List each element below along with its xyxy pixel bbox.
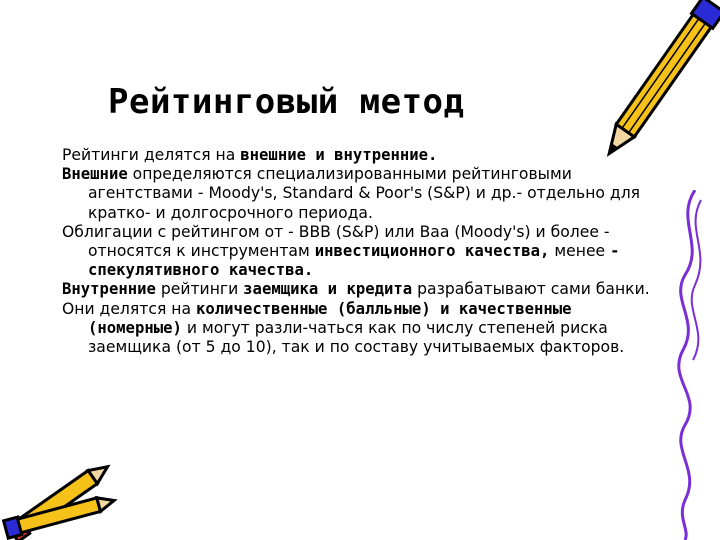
paragraph-1 (62, 146, 662, 165)
bold-text: заемщика и кредита (243, 280, 413, 299)
text: Облигации с рейтингом от - BBB (S&P) или Baa (Moody's) и более - относятся к инструментам (62, 222, 610, 261)
paragraph-4 (62, 280, 662, 299)
text: разрабатывают сами банки. (412, 280, 650, 299)
pencil-icon (592, 0, 720, 170)
text: определяются специализированными рейтинговыми агентствами - Moody's, Standard & Poor's (S&P) и др.- отдельно для кратко- и долгосрочного периода. (88, 165, 641, 222)
paragraph-2 (62, 165, 662, 223)
bold-text: Внутренние (62, 280, 156, 299)
page-title: Рейтинговый метод (108, 82, 465, 122)
text: Они делятся на (62, 299, 196, 318)
bold-text: внешние и внутренние. (240, 146, 438, 164)
text: рейтинги (155, 280, 244, 299)
pencils-icon (0, 440, 120, 540)
text: и могут разли-чаться как по числу степеней риска заемщика (от 5 до 10), так и по составу учитываемых факторов. (88, 318, 625, 357)
paragraph-5 (62, 300, 662, 358)
text: менее (549, 242, 611, 261)
squiggle-line (655, 190, 715, 540)
bold-text: количественные (балльные) и качественные (номерные) (88, 299, 572, 337)
bold-text: - спекулятивного качества. (88, 242, 620, 280)
text: Рейтинги делятся на (62, 146, 241, 164)
paragraph-3 (62, 223, 662, 281)
slide-body (62, 146, 662, 357)
bold-text: инвестиционного качества, (314, 242, 550, 261)
bold-text: Внешние (62, 165, 128, 184)
